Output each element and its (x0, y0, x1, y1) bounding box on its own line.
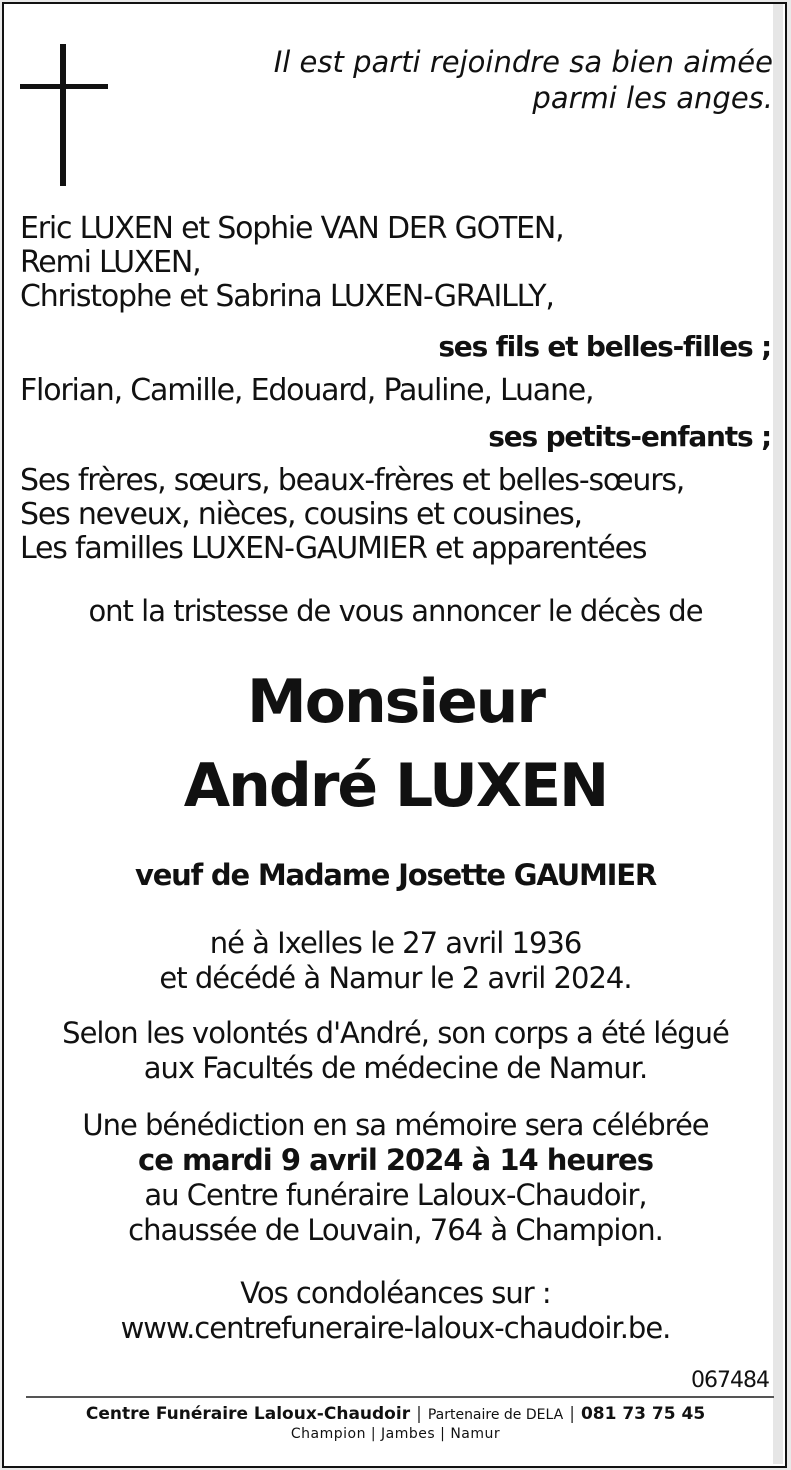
widower-line: veuf de Madame Josette GAUMIER (134, 858, 657, 892)
footer-line-1 (0, 1404, 791, 1424)
wishes-line-1: Selon les volontés d'André, son corps a été légué (62, 1016, 729, 1050)
family-line: Les familles LUXEN-GAUMIER et apparentées (20, 531, 647, 566)
wishes-line-2: aux Facultés de médecine de Namur. (143, 1051, 648, 1085)
footer-separator: | (569, 1404, 575, 1424)
company-name: Centre Funéraire Laloux-Chaudoir (85, 1404, 411, 1424)
wishes (0, 1016, 791, 1086)
birth-death (0, 926, 791, 996)
grandchildren-label: ses petits-enfants ; (488, 420, 771, 453)
footer-separator: | (416, 1404, 422, 1424)
ceremony-line-1: Une bénédiction en sa mémoire sera célébrée (82, 1108, 709, 1142)
ceremony (0, 1108, 791, 1248)
partner-text: Partenaire de DELA (427, 1407, 564, 1423)
announcement: ont la tristesse de vous annoncer le décès de (88, 594, 703, 628)
family-line: Eric LUXEN et Sophie VAN DER GOTEN, (20, 211, 564, 246)
sons-list (20, 212, 564, 314)
cross-icon-bar (20, 84, 108, 89)
condolences (0, 1276, 791, 1346)
footer-divider (26, 1396, 774, 1398)
phone-number: 081 73 75 45 (580, 1404, 706, 1424)
reference-number: 067484 (691, 1368, 769, 1393)
family-line: Ses frères, sœurs, beaux-frères et belles-sœurs, (20, 463, 685, 498)
family-line: Remi LUXEN, (20, 245, 201, 280)
footer-locations: Champion | Jambes | Namur (290, 1426, 501, 1442)
ceremony-line-3: au Centre funéraire Laloux-Chaudoir, (144, 1178, 647, 1212)
epitaph-line-2: parmi les anges. (532, 81, 773, 115)
condolences-link[interactable]: www.centrefuneraire-laloux-chaudoir.be. (120, 1311, 671, 1345)
grandchildren-list: Florian, Camille, Edouard, Pauline, Luane, (20, 373, 594, 408)
deceased-name: André LUXEN (183, 751, 608, 821)
epitaph (274, 44, 773, 116)
family-line: Christophe et Sabrina LUXEN-GRAILLY, (20, 279, 554, 314)
ceremony-date: ce mardi 9 avril 2024 à 14 heures (138, 1143, 653, 1177)
epitaph-line-1: Il est parti rejoindre sa bien aimée (273, 45, 773, 79)
birth-line: né à Ixelles le 27 avril 1936 (209, 926, 582, 960)
relatives-list (20, 464, 684, 566)
sons-label: ses fils et belles-filles ; (438, 330, 771, 363)
family-line: Ses neveux, nièces, cousins et cousines, (20, 497, 582, 532)
deceased-title: Monsieur (247, 667, 544, 737)
cross-icon (60, 44, 66, 186)
ceremony-line-4: chaussée de Louvain, 764 à Champion. (128, 1213, 663, 1247)
condolences-line: Vos condoléances sur : (240, 1276, 551, 1310)
death-line: et décédé à Namur le 2 avril 2024. (159, 961, 632, 995)
